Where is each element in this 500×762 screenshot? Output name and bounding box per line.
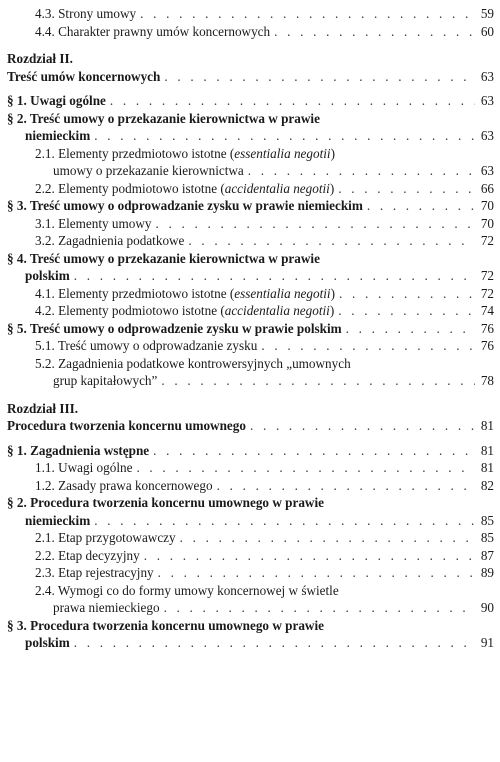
subsection-entry [7, 302, 494, 320]
subsection-page: 87 [480, 547, 494, 563]
subsection-entry [7, 215, 494, 233]
subsection-entry [7, 355, 494, 390]
section-entry [7, 197, 494, 215]
chapter-title-page: 63 [480, 68, 494, 84]
subsection-entry [7, 232, 494, 250]
subsection-page: 70 [480, 215, 494, 231]
section-entry [7, 617, 494, 652]
section-label-line1: § 2. Procedura tworzenia koncernu umownego w prawie [7, 495, 324, 510]
section-label-line2: polskim [25, 635, 70, 650]
section-page: 63 [480, 93, 494, 108]
subsection-label: 1.2. Zasady prawa koncernowego [35, 477, 213, 493]
subsection-label [35, 302, 334, 320]
section-page: 91 [480, 635, 494, 650]
subsection-label-cont [35, 599, 494, 617]
section-label: § 5. Treść umowy o odprowadzenie zysku w prawie polskim [7, 320, 342, 336]
dot-leader [94, 127, 475, 145]
dot-leader [158, 564, 475, 582]
section-page: 85 [480, 512, 494, 528]
subsection-label: 3.2. Zagadnienia podatkowe [35, 233, 185, 248]
subsection-label-cont [35, 372, 494, 390]
subsection-entry [7, 477, 494, 495]
dot-leader [338, 302, 475, 320]
section-entry [7, 110, 494, 145]
toc-entry-label: 4.3. Strony umowy [35, 6, 137, 21]
section-label-line1: § 4. Treść umowy o przekazanie kierownictwa w prawie [7, 250, 320, 266]
section-page: 81 [480, 442, 494, 458]
subsection-label-text: ) [329, 180, 335, 196]
dot-leader [153, 442, 475, 460]
subsection-page: 78 [480, 373, 494, 388]
section-label-line2: niemieckim [25, 128, 91, 143]
subsection-label: 3.1. Elementy umowy [35, 215, 152, 231]
subsection-label-line1 [35, 145, 494, 163]
subsection-entry [7, 547, 494, 565]
dot-leader [136, 459, 475, 477]
dot-leader [94, 512, 475, 530]
subsection-page: 72 [480, 233, 494, 248]
dot-leader [140, 5, 475, 23]
dot-leader [248, 162, 475, 180]
subsection-page: 89 [480, 565, 494, 580]
subsection-label: 2.2. Etap decyzyjny [35, 547, 140, 563]
subsection-page: 74 [480, 303, 494, 318]
subsection-label-line2: umowy o przekazanie kierownictwa [53, 163, 244, 178]
dot-leader [164, 599, 475, 617]
dot-leader [144, 547, 475, 565]
toc-entry [7, 23, 494, 41]
subsection-page: 82 [480, 477, 494, 493]
subsection-page: 85 [480, 530, 494, 545]
subsection-label-cont [35, 162, 494, 180]
chapter-title-label: Procedura tworzenia koncernu umownego [7, 418, 246, 433]
dot-leader [180, 529, 475, 547]
subsection-label-text: ) [330, 145, 335, 161]
dot-leader [346, 320, 475, 338]
section-label-cont [7, 512, 494, 530]
subsection-label: 1.1. Uwagi ogólne [35, 460, 133, 475]
subsection-label-line1: 2.4. Wymogi co do formy umowy koncernowej w świetle [35, 582, 339, 598]
dot-leader [164, 68, 475, 86]
dot-leader [338, 180, 475, 198]
subsection-label-line2: grup kapitałowych” [53, 373, 158, 388]
subsection-label-line1: 5.2. Zagadnienia podatkowe kontrowersyjnych „umownych [35, 355, 351, 371]
subsection-label-text: ) [329, 303, 335, 318]
subsection-page: 63 [480, 163, 494, 178]
subsection-entry [7, 285, 494, 303]
subsection-label-line2: prawa niemieckiego [53, 600, 160, 615]
subsection-entry [7, 180, 494, 198]
dot-leader [110, 92, 475, 110]
subsection-label-text: 4.2. Elementy podmiotowo istotne ( [35, 303, 225, 318]
dot-leader [217, 477, 475, 495]
section-label-line2: niemieckim [25, 512, 91, 528]
dot-leader [161, 372, 475, 390]
chapter-title-label: Treść umów koncernowych [7, 68, 161, 84]
subsection-page: 66 [480, 180, 494, 196]
section-entry [7, 320, 494, 338]
section-page: 70 [480, 198, 494, 213]
dot-leader [274, 23, 475, 41]
subsection-label: 2.1. Etap przygotowawczy [35, 530, 176, 545]
dot-leader [155, 215, 475, 233]
chapter-title [7, 417, 494, 435]
subsection-label [35, 180, 334, 198]
subsection-page: 76 [480, 338, 494, 353]
subsection-entry [7, 145, 494, 180]
subsection-entry [7, 529, 494, 547]
subsection-label-italic: accidentalia negotii [224, 303, 330, 318]
subsection-entry [7, 337, 494, 355]
chapter-title [7, 68, 494, 86]
section-page: 72 [480, 268, 494, 283]
subsection-label-text: 2.1. Elementy przedmiotowo istotne ( [35, 145, 235, 161]
section-label-cont [7, 267, 494, 285]
section-entry [7, 92, 494, 110]
dot-leader [74, 267, 475, 285]
dot-leader [188, 232, 475, 250]
chapter-heading: Rozdział III. [7, 400, 79, 416]
section-label: § 3. Treść umowy o odprowadzanie zysku w prawie niemieckim [7, 198, 363, 213]
subsection-entry [7, 564, 494, 582]
subsection-page: 72 [480, 285, 494, 301]
section-label-line1: § 2. Treść umowy o przekazanie kierownictwa w prawie [7, 110, 320, 126]
section-label: § 1. Zagadnienia wstępne [7, 442, 150, 458]
dot-leader [339, 285, 475, 303]
section-page: 76 [480, 320, 494, 336]
toc-entry-page: 60 [480, 23, 494, 39]
dot-leader [250, 417, 475, 435]
subsection-page: 90 [480, 600, 494, 615]
subsection-label [35, 285, 335, 303]
subsection-entry [7, 459, 494, 477]
subsection-entry [7, 582, 494, 617]
chapter-heading: Rozdział II. [7, 51, 73, 66]
toc-entry-label: 4.4. Charakter prawny umów koncernowych [35, 23, 271, 39]
dot-leader [367, 197, 475, 215]
subsection-label-text: 4.1. Elementy przedmiotowo istotne ( [35, 285, 235, 301]
section-label-line1: § 3. Procedura tworzenia koncernu umownego w prawie [7, 617, 324, 633]
toc-entry [7, 5, 494, 23]
subsection-label: 2.3. Etap rejestracyjny [35, 565, 154, 580]
subsection-label-italic: essentialia negotii [234, 285, 331, 301]
section-label: § 1. Uwagi ogólne [7, 93, 106, 108]
subsection-label: 5.1. Treść umowy o odprowadzanie zysku [35, 338, 258, 353]
chapter-title-page: 81 [480, 418, 494, 433]
dot-leader [74, 634, 475, 652]
section-entry [7, 250, 494, 285]
section-label-cont [7, 634, 494, 652]
section-entry [7, 442, 494, 460]
subsection-label-italic: accidentalia negotii [224, 180, 330, 196]
subsection-label-text: ) [330, 285, 335, 301]
section-label-cont [7, 127, 494, 145]
section-page: 63 [480, 128, 494, 143]
subsection-page: 81 [480, 460, 494, 475]
subsection-label-italic: essentialia negotii [234, 145, 331, 161]
toc-entry-page: 59 [480, 6, 494, 21]
dot-leader [261, 337, 475, 355]
section-label-line2: polskim [25, 268, 70, 283]
subsection-label-text: 2.2. Elementy podmiotowo istotne ( [35, 180, 225, 196]
section-entry [7, 494, 494, 529]
